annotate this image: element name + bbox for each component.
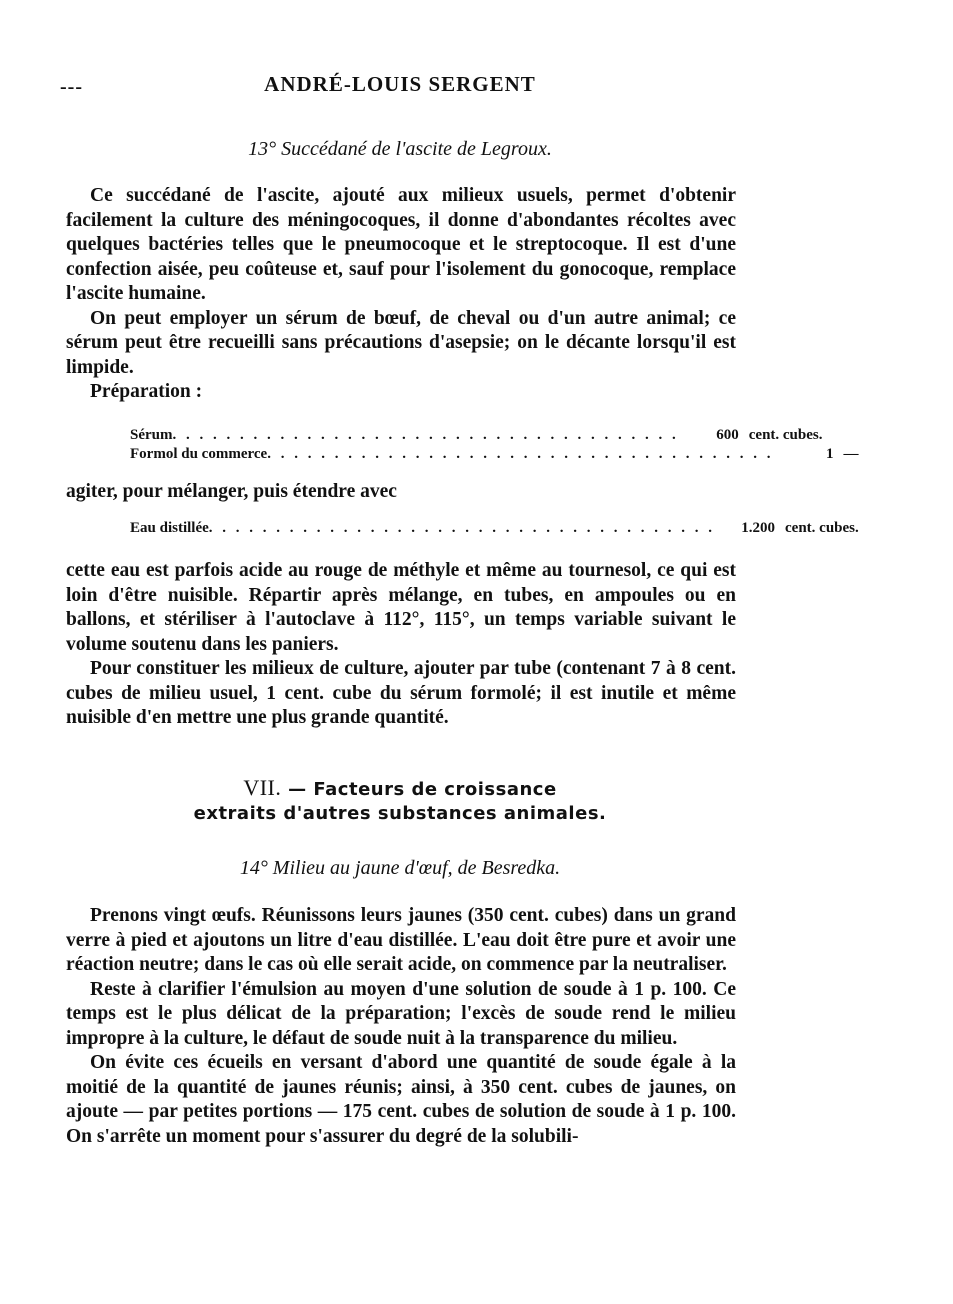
ingredient-quantity: 1 (825, 446, 834, 462)
chapter-heading (0, 776, 800, 826)
chapter-title-part-2: extraits d'autres substances animales. (193, 803, 607, 824)
section-14-title: 14° Milieu au jaune d'œuf, de Besredka. (239, 857, 561, 879)
leader-dots: . . . . . . . . . . . . . . . . . . . . . . . . . . . . . . . . . . . . . . (267, 446, 774, 462)
leader-dots: . . . . . . . . . . . . . . . . . . . . . . . . . . . . . . . . . . . . . . (208, 520, 716, 536)
paragraph: Pour constituer les milieux de culture, ajouter par tube (contenant 7 à 8 cent. cubes de milieu usuel, 1 cent. cube du sérum formolé; il est inutile et même nuisible d'en mettre une plus grande quantité. (66, 658, 736, 728)
ingredients-table-2 (130, 520, 859, 539)
ingredient-quantity: 600 (716, 427, 739, 443)
preparation-label: Préparation : (90, 381, 203, 402)
section-13-title: 13° Succédané de l'ascite de Legroux. (248, 138, 552, 160)
ingredient-quantity: 1.200 (741, 520, 776, 536)
paragraph: agiter, pour mélanger, puis étendre avec (66, 481, 397, 502)
section-13-body-continued (66, 559, 736, 731)
paragraph: On évite ces écueils en versant d'abord une quantité de soude égale à la moitié de la quantité de jaunes réunis; ainsi, à 350 cent. cubes de jaunes, on ajoute — par petites portions — 175 cent. cubes de solution de soude à 1 p. 100. On s'arrête un moment pour s'assurer du degré de la solubili- (66, 1052, 736, 1147)
paragraph: On peut employer un sérum de bœuf, de cheval ou d'un autre animal; ce sérum peut être recueilli sans précautions d'asepsie; on le décante lorsqu'il est limpide. (66, 307, 736, 378)
page-number: --- (60, 76, 83, 98)
section-13-body (66, 184, 736, 405)
ingredient-name: Eau distillée (130, 520, 209, 536)
ingredient-unit: — (843, 446, 859, 462)
table-row (130, 427, 823, 446)
ingredient-unit: cent. cubes. (785, 520, 859, 536)
ingredient-unit: cent. cubes. (748, 427, 823, 443)
paragraph: Ce succédané de l'ascite, ajouté aux milieux usuels, permet d'obtenir facilement la culture des méningocoques, il donne d'abondantes récoltes avec quelques bactéries telles que le pneumocoque et le streptocoque. Il est d'une confection aisée, peu coûteuse et, sauf pour l'isolement du gonocoque, remplace l'ascite humaine. (66, 185, 736, 304)
table-row (130, 520, 859, 539)
table-row (130, 446, 859, 465)
running-header (0, 74, 800, 96)
chapter-title-part-1: — Facteurs de croissance (288, 779, 557, 800)
ingredient-name: Formol du commerce (130, 446, 268, 462)
chapter-number: VII. (243, 775, 282, 800)
mix-instruction (66, 480, 736, 505)
ingredients-table-1 (130, 427, 859, 465)
running-head-author: ANDRÉ-LOUIS SERGENT (264, 72, 536, 96)
paragraph: Reste à clarifier l'émulsion au moyen d'une solution de soude à 1 p. 100. Ce temps est le plus délicat de la préparation; l'excès de soude rend le milieu impropre à la culture, le défaut de soude nuit à la transparence du milieu. (66, 978, 736, 1049)
leader-dots: . . . . . . . . . . . . . . . . . . . . . . . . . . . . . . . . . . . . . . (172, 427, 679, 443)
paragraph: cette eau est parfois acide au rouge de méthyle et même au tournesol, ce qui est loin d'être nuisible. Répartir après mélange, en tubes, en ampoules ou en ballons, et stériliser à l'autoclave à 112°, 115°, un temps variable suivant le volume soutenu dans les paniers. (66, 560, 736, 655)
section-14-body (66, 904, 736, 1149)
paragraph: Prenons vingt œufs. Réunissons leurs jaunes (350 cent. cubes) dans un grand verre à pied et ajoutons un litre d'eau distillée. L'eau doit être pure et avoir une réaction neutre; dans le cas où elle serait acide, on commence par la neutraliser. (66, 905, 736, 975)
ingredient-name: Sérum (130, 427, 173, 443)
chapter-heading-line-1 (0, 776, 800, 802)
